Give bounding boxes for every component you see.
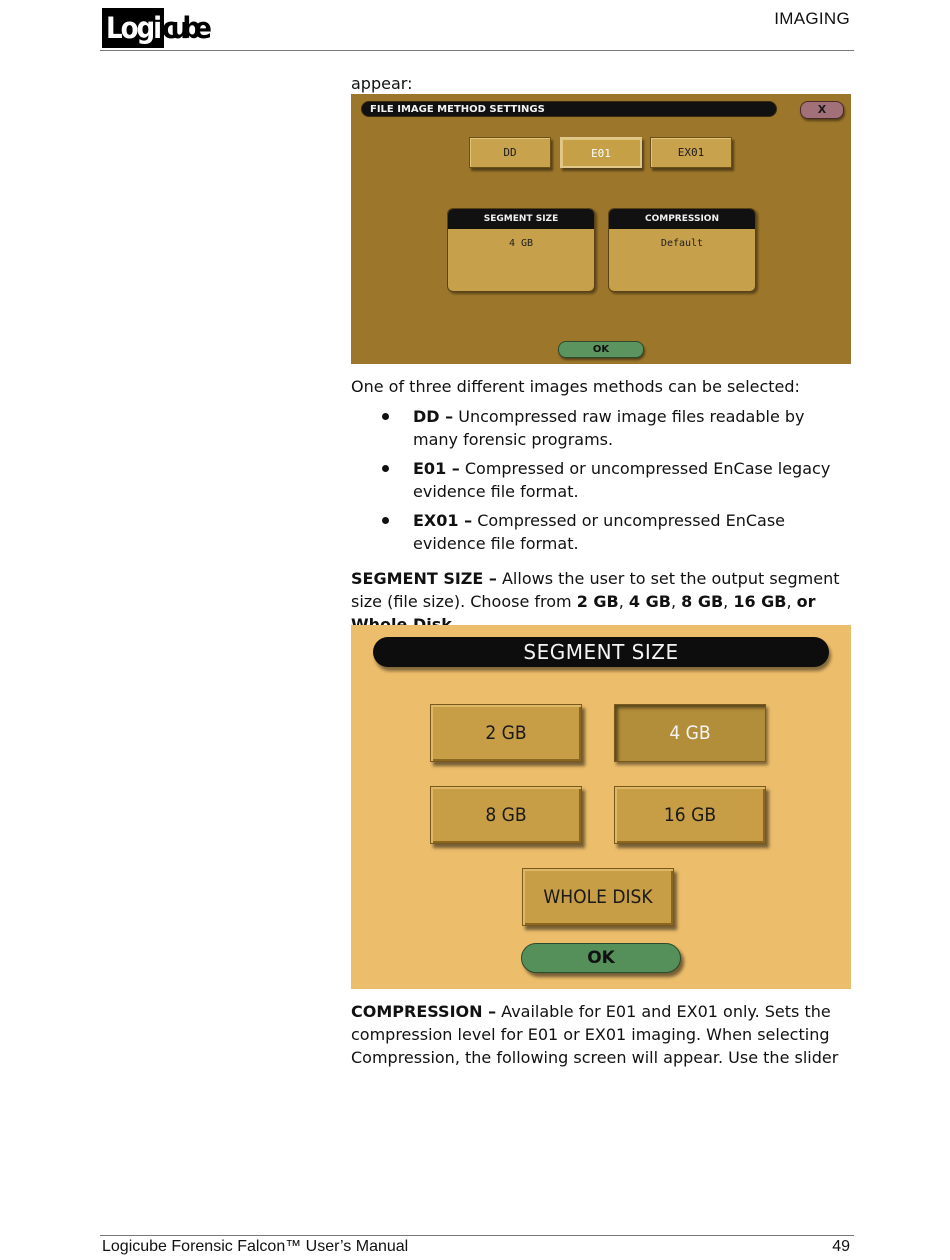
description: Available for E01 and EX01 only. Sets the compression level for E01 or EX01 imaging. When selecting Compression, the following screen will appear. Use the slider (351, 1002, 839, 1067)
description: Compressed or uncompressed EnCase evidence file format. (413, 511, 786, 553)
method-dd-button[interactable]: DD (469, 137, 551, 168)
term: E01 – (413, 459, 460, 478)
method-ex01-button[interactable]: EX01 (650, 137, 732, 168)
segment-8gb-button[interactable]: 8 GB (430, 786, 582, 844)
ok-button[interactable]: OK (521, 943, 681, 973)
paragraph-compression (351, 1000, 851, 1069)
bullet-icon (382, 413, 389, 420)
section-title: IMAGING (774, 9, 850, 28)
separator: , (618, 592, 629, 611)
logicube-logo (102, 8, 214, 48)
page-number: 49 (832, 1238, 850, 1255)
manual-title: Logicube Forensic Falcon™ User’s Manual (102, 1238, 409, 1255)
method-list (351, 405, 851, 561)
option-8gb: 8 GB (681, 592, 724, 611)
ok-button[interactable]: OK (558, 341, 644, 358)
option-4gb: 4 GB (628, 592, 671, 611)
term: SEGMENT SIZE – (351, 569, 497, 588)
segment-size-screen (351, 625, 851, 989)
segment-2gb-button[interactable]: 2 GB (430, 704, 582, 762)
svg-text:cube: cube (162, 11, 212, 45)
segment-whole-disk-button[interactable]: WHOLE DISK (522, 868, 674, 926)
option-whole-disk: or (796, 592, 816, 611)
paragraph-appear: appear: (351, 74, 413, 93)
compression-panel[interactable] (608, 208, 756, 292)
file-image-method-settings-screen (351, 94, 851, 364)
list-item (351, 509, 851, 555)
segment-4gb-button[interactable]: 4 GB (614, 704, 766, 762)
description: Compressed or uncompressed EnCase legacy evidence file format. (413, 459, 831, 501)
compression-panel-label: COMPRESSION (609, 209, 755, 229)
term: COMPRESSION – (351, 1002, 497, 1021)
segment-text: Allows the user to set the output segment size (file size). Choose from (351, 569, 840, 611)
term: EX01 – (413, 511, 473, 530)
svg-text:Logi: Logi (106, 11, 162, 45)
segment-size-panel[interactable] (447, 208, 595, 292)
segment-size-panel-value: 4 GB (508, 238, 534, 249)
term: DD – (413, 407, 454, 426)
list-item (351, 405, 851, 451)
segment-16gb-button[interactable]: 16 GB (614, 786, 766, 844)
description: Uncompressed raw image files readable by many forensic programs. (413, 407, 805, 449)
segment-size-panel-label: SEGMENT SIZE (448, 209, 594, 229)
close-button[interactable]: X (800, 101, 844, 119)
screen-title-bar: SEGMENT SIZE (373, 637, 829, 667)
method-e01-button[interactable]: E01 (560, 137, 642, 168)
separator: , (786, 592, 797, 611)
paragraph-intro: One of three different images methods can be selected: (351, 377, 800, 396)
option-16gb: 16 GB (733, 592, 787, 611)
bullet-icon (382, 465, 389, 472)
list-item (351, 457, 851, 503)
header-divider (100, 50, 854, 51)
compression-panel-value: Default (660, 238, 704, 249)
screen-title-bar: FILE IMAGE METHOD SETTINGS (361, 101, 777, 117)
separator: , (670, 592, 682, 611)
footer-divider (100, 1235, 854, 1236)
bullet-icon (382, 517, 389, 524)
option-2gb: 2 GB (576, 592, 619, 611)
separator: , (723, 592, 734, 611)
